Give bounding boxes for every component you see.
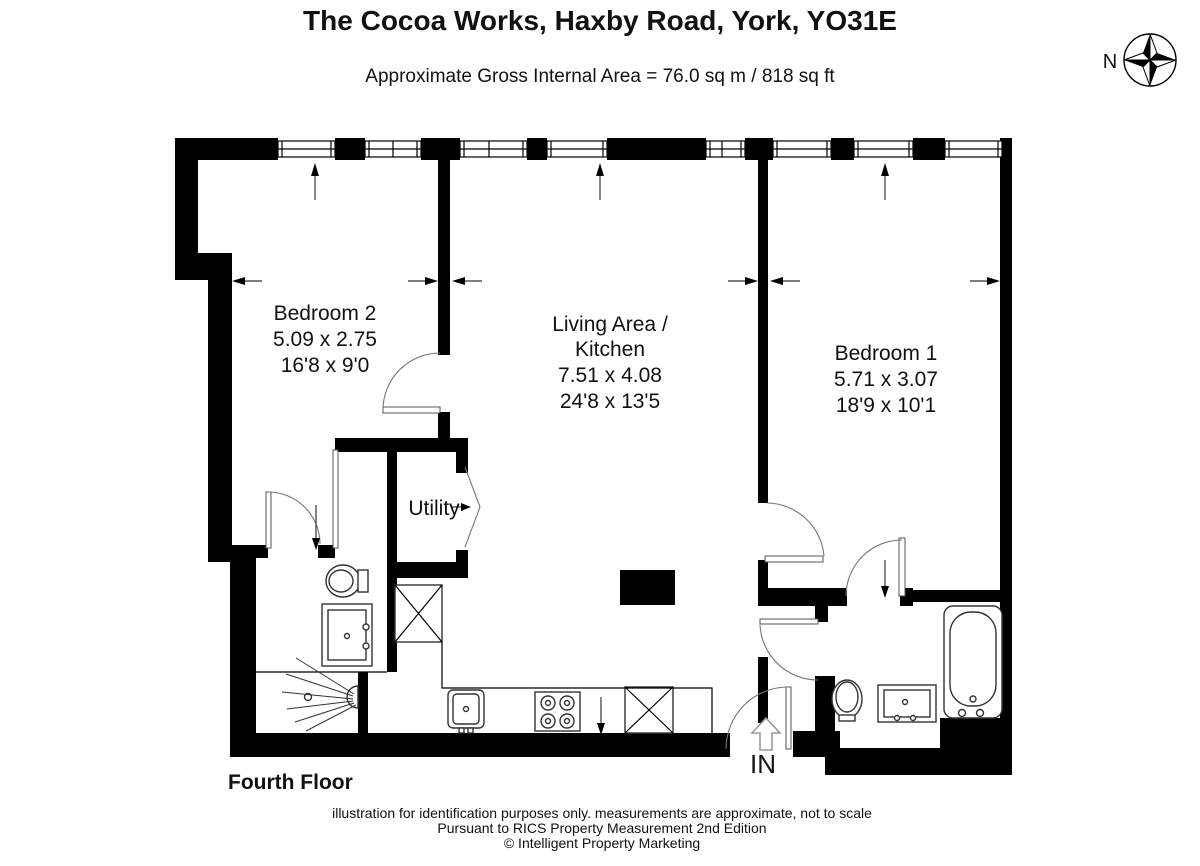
- arrow-down: [312, 505, 320, 550]
- disclaimer-line1: illustration for identification purposes only. measurements are approximate, not to scale: [332, 805, 872, 821]
- living-metric: 7.51 x 4.08: [558, 364, 662, 387]
- appliance-box: [625, 687, 673, 733]
- toilet-fixture: [832, 680, 862, 721]
- vanity-basin-fixture: [322, 604, 372, 666]
- door-shower-room: [266, 492, 320, 548]
- arrow-right: [408, 277, 438, 285]
- floor-label: Fourth Floor: [228, 771, 353, 794]
- arrow-up: [596, 163, 604, 200]
- appliance-box: [395, 585, 442, 642]
- window: [706, 141, 745, 157]
- area-subtitle: Approximate Gross Internal Area = 76.0 sq m / 818 sq ft: [365, 66, 835, 87]
- bedroom2-name: Bedroom 2: [273, 302, 377, 325]
- vanity-basin-fixture: [878, 685, 936, 722]
- bedroom1-imperial: 18'9 x 10'1: [835, 394, 937, 417]
- arrow-up: [311, 163, 319, 200]
- bathtub-fixture: [944, 606, 1002, 718]
- arrow-left: [232, 277, 262, 285]
- arrow-right: [970, 277, 1000, 285]
- window: [854, 141, 913, 157]
- utility-name: Utility: [408, 497, 460, 520]
- bedroom2-imperial: 16'8 x 9'0: [280, 354, 370, 377]
- arrow-left: [770, 277, 800, 285]
- closet-door: [333, 450, 338, 548]
- room-label-living: [552, 313, 668, 413]
- bedroom1-name: Bedroom 1: [834, 342, 938, 365]
- north-label: N: [1102, 51, 1118, 73]
- window: [945, 141, 1002, 157]
- arrow-right: [728, 277, 758, 285]
- door-bathroom: [846, 538, 905, 596]
- living-name-line2: Kitchen: [574, 338, 646, 361]
- bedroom1-metric: 5.71 x 3.07: [834, 368, 938, 391]
- window: [773, 141, 831, 157]
- room-label-bedroom2: [273, 302, 377, 377]
- door-bedroom2: [383, 353, 440, 413]
- door-hall: [760, 619, 818, 680]
- toilet-fixture: [326, 565, 368, 597]
- window: [278, 141, 335, 157]
- living-name-line1: Living Area /: [552, 313, 668, 336]
- room-label-bedroom1: [834, 342, 938, 417]
- disclaimer: [332, 805, 872, 851]
- window: [365, 141, 421, 157]
- window: [460, 141, 527, 157]
- walls: [175, 138, 1012, 775]
- bedroom2-metric: 5.09 x 2.75: [273, 328, 377, 351]
- living-imperial: 24'8 x 13'5: [559, 390, 661, 413]
- window: [547, 141, 607, 157]
- kitchen-sink-fixture: [448, 690, 484, 733]
- door-bedroom1: [765, 503, 824, 562]
- hob-fixture: [535, 692, 580, 731]
- compass-rose-icon: [1103, 34, 1176, 86]
- arrow-down: [597, 697, 605, 735]
- kitchen-column: [620, 570, 675, 605]
- disclaimer-line2: Pursuant to RICS Property Measurement 2nd Edition: [437, 820, 767, 836]
- entrance-label: IN: [750, 749, 776, 779]
- arrow-left: [452, 277, 482, 285]
- arrow-up: [881, 163, 889, 200]
- disclaimer-line3: © Intelligent Property Marketing: [503, 835, 701, 851]
- entrance-arrow-icon: [752, 718, 780, 750]
- page-title: The Cocoa Works, Haxby Road, York, YO31E: [303, 5, 897, 36]
- arrow-down: [881, 560, 889, 598]
